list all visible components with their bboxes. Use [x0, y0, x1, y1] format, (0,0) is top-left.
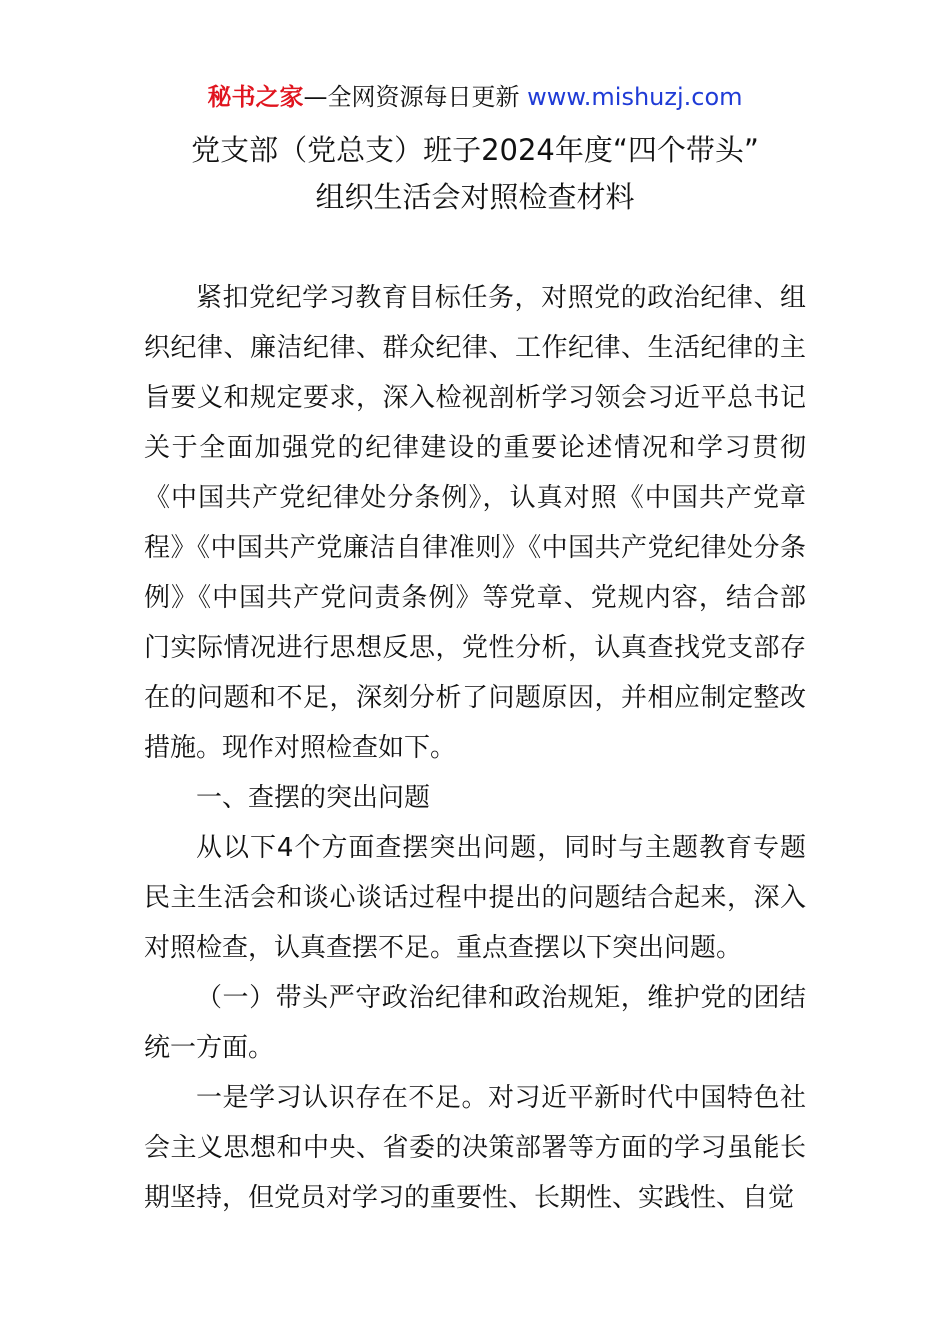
- document-body: [144, 273, 806, 1223]
- site-header: [0, 80, 950, 114]
- document-title-line-2: 组织生活会对照检查材料: [315, 180, 635, 214]
- paragraph-intro: 紧扣党纪学习教育目标任务，对照党的政治纪律、组织纪律、廉洁纪律、群众纪律、工作纪律、生活纪律的主旨要义和规定要求，深入检视剖析学习领会习近平总书记关于全面加强党的纪律建设的重要论述情况和学习贯彻《中国共产党纪律处分条例》，认真对照《中国共产党章程》《中国共产党廉洁自律准则》《中国共产党纪律处分条例》《中国共产党问责条例》等党章、党规内容，结合部门实际情况进行思想反思，党性分析，认真查找党支部存在的问题和不足，深刻分析了问题原因，并相应制定整改措施。现作对照检查如下。: [144, 283, 806, 763]
- site-brand: 秘书之家: [207, 83, 304, 111]
- paragraph-point-1: 一是学习认识存在不足。对习近平新时代中国特色社会主义思想和中央、省委的决策部署等方面的学习虽能长期坚持，但党员对学习的重要性、长期性、实践性、自觉: [144, 1083, 806, 1213]
- document-title-line-1: 党支部（党总支）班子2024年度“四个带头”: [191, 133, 759, 167]
- section-heading-1: 一、查摆的突出问题: [196, 783, 431, 813]
- site-tagline: —全网资源每日更新: [303, 83, 520, 111]
- paragraph-section-1-intro: 从以下4个方面查摆突出问题，同时与主题教育专题民主生活会和谈心谈话过程中提出的问题结合起来，深入对照检查，认真查摆不足。重点查摆以下突出问题。: [144, 833, 806, 963]
- subsection-heading-1: （一）带头严守政治纪律和政治规矩，维护党的团结统一方面。: [144, 983, 806, 1063]
- site-url-link[interactable]: www.mishuzj.com: [527, 83, 743, 111]
